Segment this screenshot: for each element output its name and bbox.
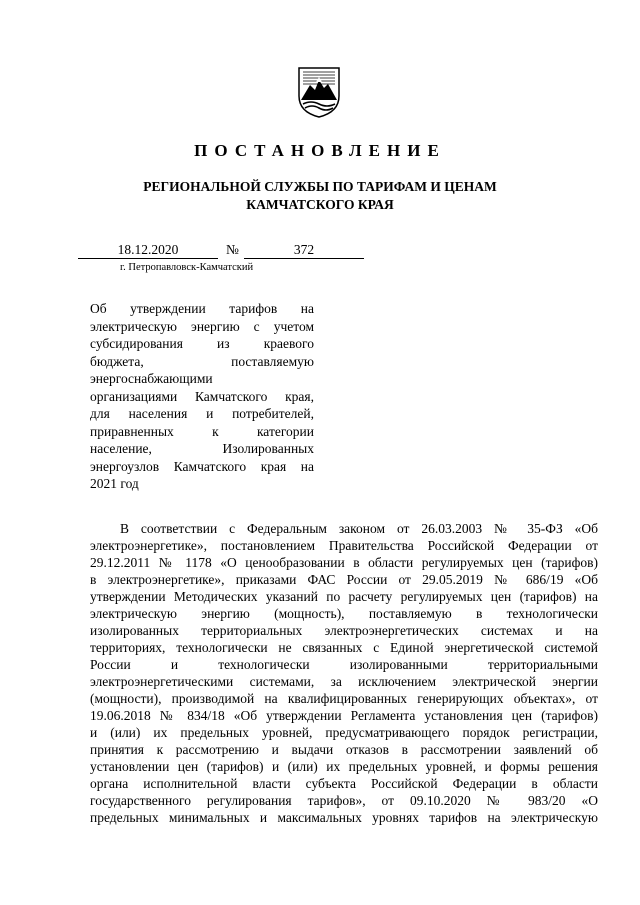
subject-line: энергоснабжающими bbox=[90, 371, 213, 386]
subject-line: Об утверждении тарифов на bbox=[90, 301, 314, 316]
subject-line: организациями Камчатского края, bbox=[90, 388, 314, 404]
document-subject bbox=[90, 300, 314, 493]
body-line: установлении цен (тарифов) и (или) их предельных уровней, и формы решения bbox=[90, 759, 598, 774]
body-line: (мощности), производимой на квалифицированных генерирующих объектах», от bbox=[90, 691, 598, 706]
body-line: электрическую энергию (мощность), поставляемую в технологически bbox=[90, 606, 598, 621]
body-line: России и технологически изолированными территориальными bbox=[90, 657, 598, 672]
subject-line: 2021 год bbox=[90, 476, 139, 491]
subject-line: приравненных к категории bbox=[90, 423, 314, 439]
document-number: 372 bbox=[244, 242, 364, 259]
body-paragraph bbox=[90, 520, 598, 826]
body-line: 19.06.2018 № 834/18 «Об утверждении Регламента установления цен (тарифов) bbox=[90, 708, 598, 723]
body-line: В соответствии с Федеральным законом от 26.03.2003 № 35-ФЗ «Об bbox=[120, 521, 598, 536]
issue-city: г. Петропавловск-Камчатский bbox=[120, 262, 254, 273]
body-line: предельных минимальных и максимальных уровнях тарифов на электрическую bbox=[90, 810, 598, 825]
authority-line: РЕГИОНАЛЬНОЙ СЛУЖБЫ ПО ТАРИФАМ И ЦЕНАМ bbox=[143, 179, 497, 194]
issuing-authority bbox=[0, 178, 640, 214]
subject-line: электрическую энергию с учетом bbox=[90, 318, 314, 334]
body-line: государственного регулирования тарифов», от 09.10.2020 № 983/20 «О bbox=[90, 793, 598, 808]
body-line: в электроэнергетике», приказами ФАС России от 29.05.2019 № 686/19 «Об bbox=[90, 572, 598, 587]
body-line: принятия к рассмотрению и выдачи отказов в рассмотрении заявлений об bbox=[90, 742, 598, 757]
body-line: органа исполнительной власти субъекта Российской Федерации в области bbox=[90, 776, 598, 791]
subject-line: субсидирования из краевого bbox=[90, 336, 314, 351]
document-title: ПОСТАНОВЛЕНИЕ bbox=[194, 141, 446, 160]
body-line: электроэнергетическими системами, за исключением электрической энергии bbox=[90, 674, 598, 689]
subject-line: для населения и потребителей, bbox=[90, 406, 314, 421]
body-line: и (или) их предельных уровней, предусматривающего порядок регистрации, bbox=[90, 725, 598, 740]
authority-line: КАМЧАТСКОГО КРАЯ bbox=[246, 197, 394, 212]
subject-line: население, Изолированных bbox=[90, 441, 314, 456]
body-line: территориях, технологически не связанных с Единой энергетической системой bbox=[90, 640, 598, 655]
body-line: электроэнергетике», постановлением Правительства Российской Федерации от bbox=[90, 538, 598, 553]
number-sign: № bbox=[226, 242, 239, 257]
document-date: 18.12.2020 bbox=[78, 242, 218, 259]
body-line: утверждении Методических указаний по расчету регулируемых цен (тарифов) на bbox=[90, 589, 598, 604]
body-line: 29.12.2011 № 1178 «О ценообразовании в области регулируемых цен (тарифов) bbox=[90, 555, 598, 570]
body-line: изолированных территориальных электроэнергетических системах и на bbox=[90, 623, 598, 638]
kamchatka-coat-of-arms-icon bbox=[297, 66, 341, 118]
subject-line: бюджета, поставляемую bbox=[90, 353, 314, 369]
subject-line: энергоузлов Камчатского края на bbox=[90, 458, 314, 474]
